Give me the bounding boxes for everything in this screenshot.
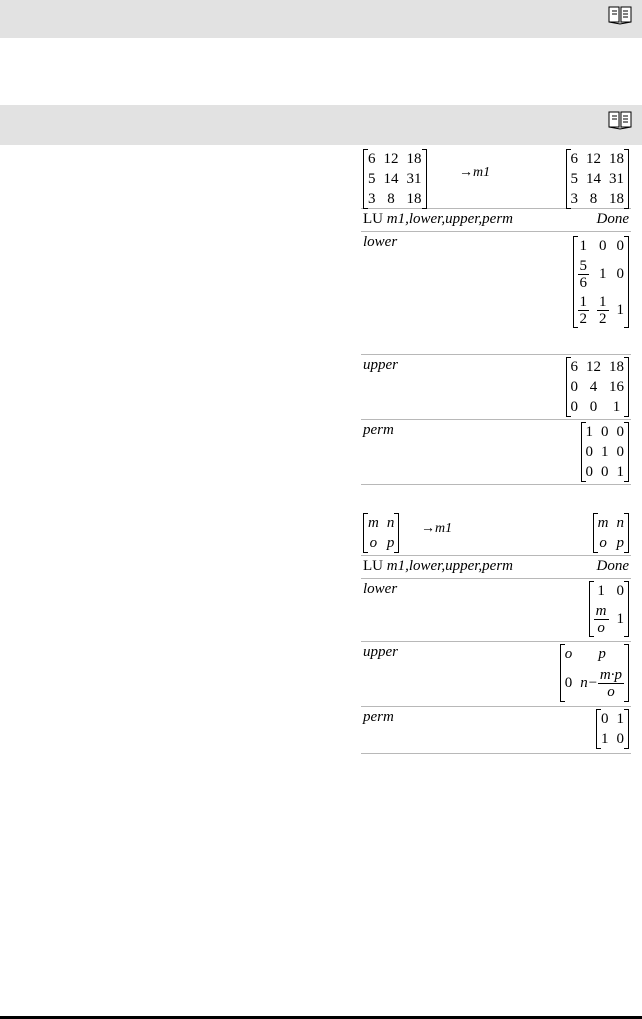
- perm-row: perm 0 1 1 0: [361, 707, 631, 754]
- upper-matrix: 6 12 18 0 4 16 0 0 1: [566, 357, 630, 417]
- store-arrow: →m1: [459, 165, 491, 180]
- lower-row: lower 1 0 0 $\frac{5}{6}$ 1 0 $\frac{1}{2}$ $\frac{1}{2}$ 1: [361, 232, 631, 355]
- assign-row: [361, 147, 631, 209]
- lu-command-row: LU m1,lower,upper,perm Done: [361, 209, 631, 232]
- lower-row: lower 1 0 $\frac{m}{o}$ 1: [361, 579, 631, 642]
- catalog-book-icon: [608, 110, 632, 130]
- lu-command-row: LU m1,lower,upper,perm Done: [361, 556, 631, 579]
- perm-matrix: 1 0 0 0 1 0 0 0 1: [581, 422, 630, 482]
- result-matrix: m n o p: [593, 513, 629, 553]
- input-matrix: m n o p: [363, 513, 399, 553]
- catalog-book-icon: [608, 5, 632, 25]
- assign-row: [361, 511, 631, 556]
- store-arrow: →m1: [421, 521, 453, 536]
- result-matrix: 6 12 18 5 14 31 3 8 18: [566, 149, 630, 209]
- header-band-top: [0, 0, 642, 38]
- example-2-panel: [361, 511, 631, 754]
- lower-matrix: 1 0 0 $\frac{5}{6}$ 1 0 $\frac{1}{2}$ $\frac{1}{2}$ 1: [573, 236, 630, 328]
- upper-row: upper 6 12 18 0 4 16 0 0 1: [361, 355, 631, 420]
- upper-row: upper o p 0 n− $\frac{m\cdot p}{o}$: [361, 642, 631, 707]
- example-1-panel: [361, 147, 631, 485]
- lower-matrix: 1 0 $\frac{m}{o}$ 1: [589, 581, 629, 637]
- input-matrix: 6 12 18 5 14 31 3 8 18: [363, 149, 427, 209]
- upper-matrix: o p 0 n− $\frac{m\cdot p}{o}$: [560, 644, 629, 702]
- header-band-lu: [0, 105, 642, 145]
- perm-row: perm 1 0 0 0 1 0 0 0 1: [361, 420, 631, 485]
- perm-matrix: 0 1 1 0: [596, 709, 629, 749]
